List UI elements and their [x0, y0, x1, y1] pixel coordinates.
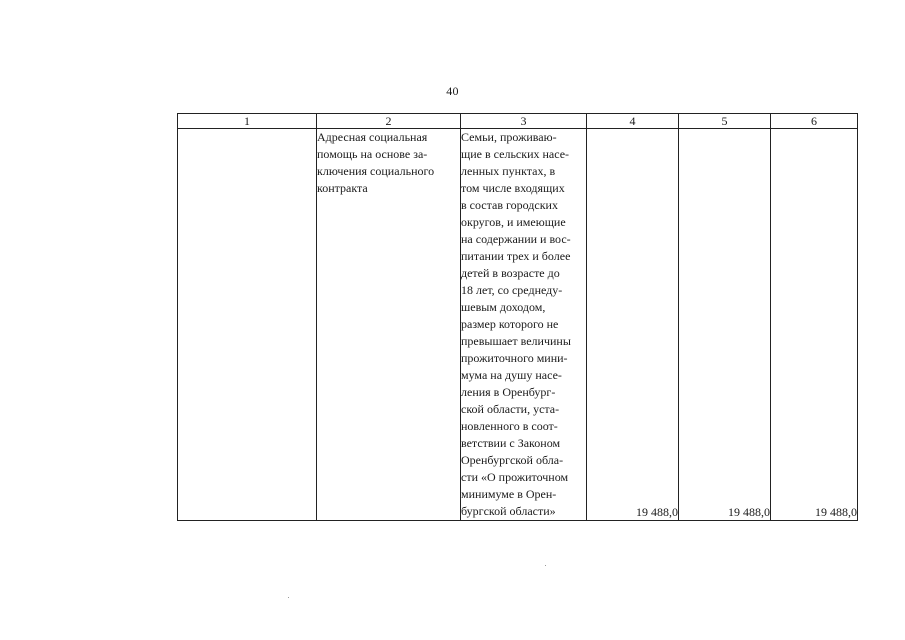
header-col-1: 1 [178, 114, 317, 129]
cell-value-col-6: 19 488,0 [771, 129, 858, 521]
text-line: Оренбургской обла- [461, 453, 564, 467]
text-line: питании трех и более [461, 249, 571, 263]
header-col-2: 2 [317, 114, 461, 129]
text-line: ской области, уста- [461, 402, 560, 416]
cell-col-1 [178, 129, 317, 521]
text-line: мума на душу насе- [461, 368, 562, 382]
header-col-5: 5 [679, 114, 771, 129]
text-line: Семьи, проживаю- [461, 130, 557, 144]
cell-value-col-4: 19 488,0 [587, 129, 679, 521]
header-col-6: 6 [771, 114, 858, 129]
text-line: ленных пунктах, в [461, 164, 556, 178]
category-text [461, 129, 586, 520]
header-row [178, 114, 858, 129]
text-line: ключения социального [317, 164, 435, 178]
text-line: новленного в соот- [461, 419, 558, 433]
text-line: на содержании и вос- [461, 232, 571, 246]
text-line: 18 лет, со среднеду- [461, 283, 563, 297]
text-line: том числе входящих [461, 181, 565, 195]
text-line: минимуме в Орен- [461, 487, 557, 501]
text-line: ветствии с Законом [461, 436, 561, 450]
text-line: Адресная социальная [317, 130, 428, 144]
text-line: сти «О прожиточном [461, 470, 569, 484]
text-line: превышает величины [461, 334, 571, 348]
text-line: шевым доходом, [461, 300, 546, 314]
cell-value-col-5: 19 488,0 [679, 129, 771, 521]
text-line: контракта [317, 181, 368, 195]
table-row [178, 129, 858, 521]
header-col-4: 4 [587, 114, 679, 129]
text-line: прожиточного мини- [461, 351, 568, 365]
scan-speck [545, 565, 546, 566]
text-line: детей в возрасте до [461, 266, 560, 280]
scan-speck [288, 597, 289, 598]
text-line: округов, и имеющие [461, 215, 566, 229]
text-line: размер которого не [461, 317, 559, 331]
page-number: 40 [446, 84, 459, 98]
cell-measure [317, 129, 461, 521]
data-table [177, 113, 858, 521]
header-col-3: 3 [461, 114, 587, 129]
text-line: щие в сельских насе- [461, 147, 570, 161]
cell-category [461, 129, 587, 521]
text-line: бургской области» [461, 504, 556, 518]
text-line: ления в Оренбург- [461, 385, 556, 399]
text-line: в состав городских [461, 198, 558, 212]
text-line: помощь на основе за- [317, 147, 428, 161]
measure-text [317, 129, 460, 197]
